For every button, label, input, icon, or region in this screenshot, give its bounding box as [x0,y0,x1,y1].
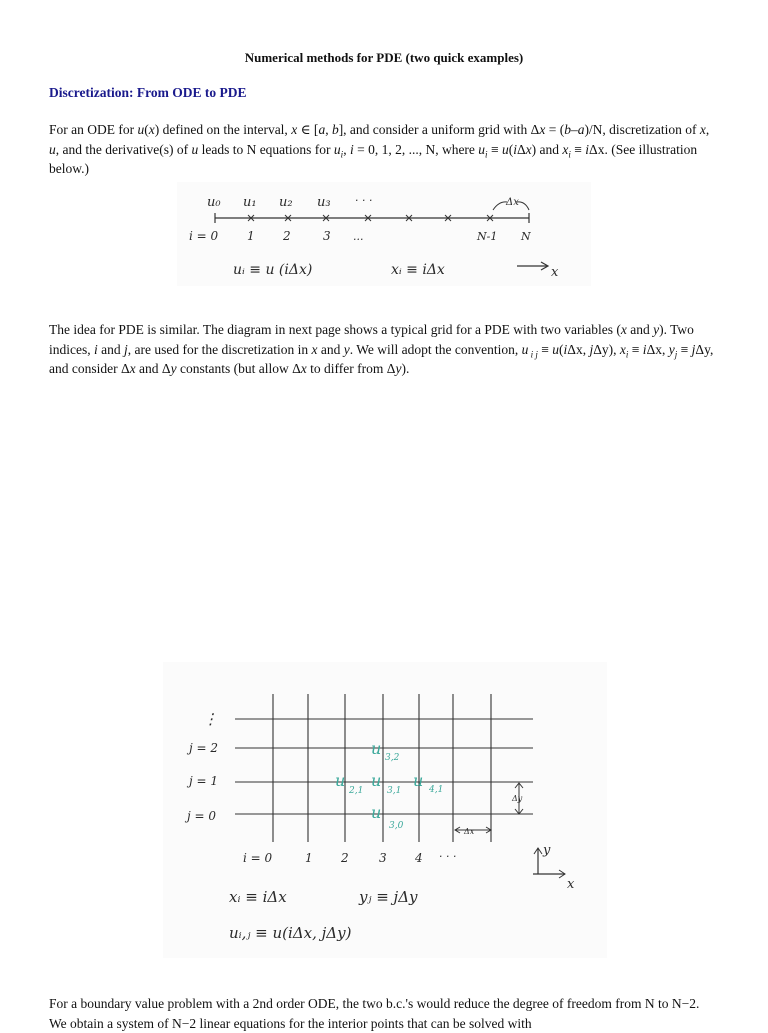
dy-label: Δy [512,794,523,803]
j-label-0: j = 0 [187,809,217,823]
u-label-1: u₁ [243,195,257,210]
i-label-2: 2 [283,229,291,243]
i2-label-4: 4 [415,851,423,865]
i-label-3: 3 [323,229,331,243]
paragraph-ode: For an ODE for u(x) defined on the interval, x ∈ [a, b], and consider a uniform grid with Δx = (b–a)/N, discretization of x, u, and the derivative(s) of u leads to N equations for $u_i$, i = 0, 1, 2, ..., N, where $u_i \equiv u(i\Delta x)$ and $x_i \equiv i\Delta x$. (See illustration below.) [49,122,710,176]
dx-arc-left [493,202,507,210]
u-label-3: u₃ [317,195,331,210]
axis-y-label: y [543,843,551,858]
u-label-0: u₀ [207,195,221,210]
u-label-dots: · · · [355,194,373,207]
dx-label-2d: Δx [464,827,475,836]
axis-x-label: x [567,877,575,892]
u-4-1-main: u [413,771,424,790]
i2-label-2: 2 [341,851,349,865]
pde-grid-figure [163,662,607,958]
u-3-1-sub: 3,1 [387,786,402,796]
i-label-n-minus-1: N-1 [477,230,498,243]
paragraph-pde: The idea for PDE is similar. The diagram in next page shows a typical grid for a PDE with two variables (x and y). Two indices, i and j, are used for the discretization in x and y. We will adopt the convention, u $_{i j}$ ≡ u(iΔx, jΔy), $x_i \equiv i\Delta x$, $y_j \equiv j\Delta y$, and consider Δx and Δy constants (but allow Δx to differ from Δy). [49,322,714,376]
u-3-0-sub: 3,0 [389,821,404,831]
j-label-1: j = 1 [189,774,219,788]
ode-grid-figure [177,182,591,286]
section-heading: Discretization: From ODE to PDE [49,85,247,100]
u-2-1-main: u [335,771,346,790]
i2-label-dots: · · · [439,850,457,863]
i-label-dots: ... [353,230,364,243]
i2-label-1: 1 [305,851,313,865]
i-label-0: i = 0 [189,229,219,243]
pde-grid-svg [163,662,607,958]
i-label-n: N [521,230,531,243]
eq-x-i-2d: xᵢ ≡ iΔx [229,888,287,906]
vdots: ⋮ [203,710,218,728]
u-3-2-sub: 3,2 [385,753,400,763]
i-label-1: 1 [247,229,255,243]
j-label-2: j = 2 [189,741,219,755]
x-axis-label: x [551,265,559,280]
eq-u-ij: uᵢ,ⱼ ≡ u(iΔx, jΔy) [229,924,352,942]
i2-label-3: 3 [379,851,387,865]
eq-x-i: xᵢ ≡ iΔx [391,262,445,278]
paragraph-bvp: For a boundary value problem with a 2nd order ODE, the two b.c.'s would reduce the degree of freedom from N to N−2. We obtain a system of N−2 linear equations for the interior points that can be solved with [49,996,700,1031]
u-label-2: u₂ [279,195,293,210]
u-3-1-main: u [371,771,382,790]
u-3-2-main: u [371,739,382,758]
dx-label: Δx [506,197,519,208]
u-2-1-sub: 2,1 [349,786,364,796]
u-3-0-main: u [371,803,382,822]
ode-grid-svg [177,182,591,286]
u-4-1-sub: 4,1 [429,785,444,795]
page-title: Numerical methods for PDE (two quick examples) [244,50,524,65]
pde-grid-lines [235,694,533,842]
i2-label-0: i = 0 [243,851,273,865]
eq-y-j: yⱼ ≡ jΔy [359,888,418,906]
eq-u-i: uᵢ ≡ u (iΔx) [233,262,313,278]
